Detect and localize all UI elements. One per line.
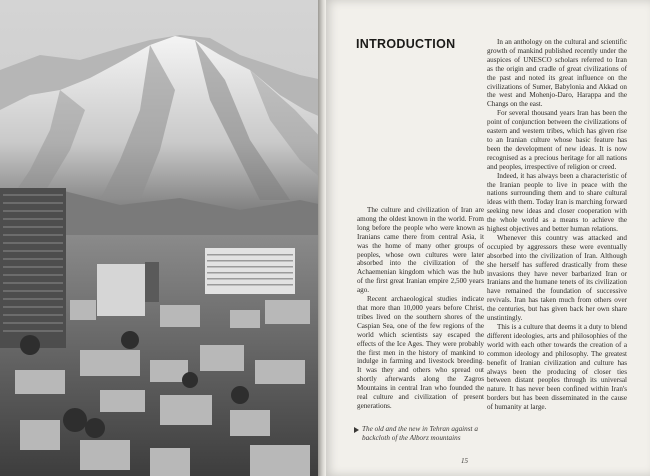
page-number: 15 [461,457,468,465]
paragraph: In an anthology on the cultural and scientific growth of mankind published recently under the auspices of UNESCO scholars referred to Iran as the origin and cradle of great civilizations of the past and noted its great influence on the civilizations of Sumer, Babylonia and Akkad on the west and Mohenjo-Daro, Harappa and the Changs on the east. [487,38,627,109]
paragraph: Recent archaeological studies indicate that more than 10,000 years before Christ, tribes lived on the southern shores of the Caspian Sea, one of the few regions of the world which scientists say escaped the effects of the Ice Ages. They were probably the first men in the history of mankind to indulge in farming and livestock breeding. It was they and others who spread out shortly afterwards along the Zagros Mountains in central Iran who founded the real culture and civilization of present generations. [357,295,484,410]
text-column-right [487,38,627,412]
page-heading: INTRODUCTION [356,37,456,51]
photo-caption: The old and the new in Tehran against a backcloth of the Alborz mountains [362,425,478,442]
caption-arrow-icon [354,427,359,433]
paragraph: The culture and civilization of Iran are among the oldest known in the world. From long before the people who were known as Iranians came there from central Asia, it was the home of many other groups of peoples, whose own cultures were later absorbed into the civilization of the Achaemenian kingdom which was the hub of the first great Iranian empire 2,500 years ago. [357,206,484,295]
paragraph: For several thousand years Iran has been the point of conjunction between the civilizations of eastern and western tribes, which has given rise to an Iranian culture whose basic feature has been the development of new ideas. It is now recognised as a precious heritage for all nations and peoples, irrespective of religion or creed. [487,109,627,171]
paragraph: This is a culture that deems it a duty to blend different ideologies, arts and philosophies of the world with each other towards the creation of a common ideology and philosophy. The greatest benefit of Iranian civilization and culture has always been the producing of closer ties between distant peoples through its universal nature. It has never been confined within Iran's borders but has been disseminated in the cause of humanity at large. [487,323,627,412]
photo-tehran-alborz [0,0,323,476]
paragraph: Whenever this country was attacked and occupied by aggressors these were eventually absorbed into the civilization of Iran. Although she herself has suffered drastically from these invasions they have never barbarized Iran or Iranians and the humane tenets of its civilization have remained the foundation of successive revivals. Iran has taken much from others over the centuries, but has given back her own share unstintingly. [487,233,627,323]
paragraph: Indeed, it has always been a characteristic of the Iranian people to live in peace with the nations surrounding them and to share cultural ideas with them. Today Iran is marching forward seeking new ideas and closer cooperation with the whole world as a means to achieve the highest objectives and better human relations. [487,171,627,234]
left-page [0,0,323,476]
book-gutter [318,0,326,476]
text-column-left [357,206,484,411]
